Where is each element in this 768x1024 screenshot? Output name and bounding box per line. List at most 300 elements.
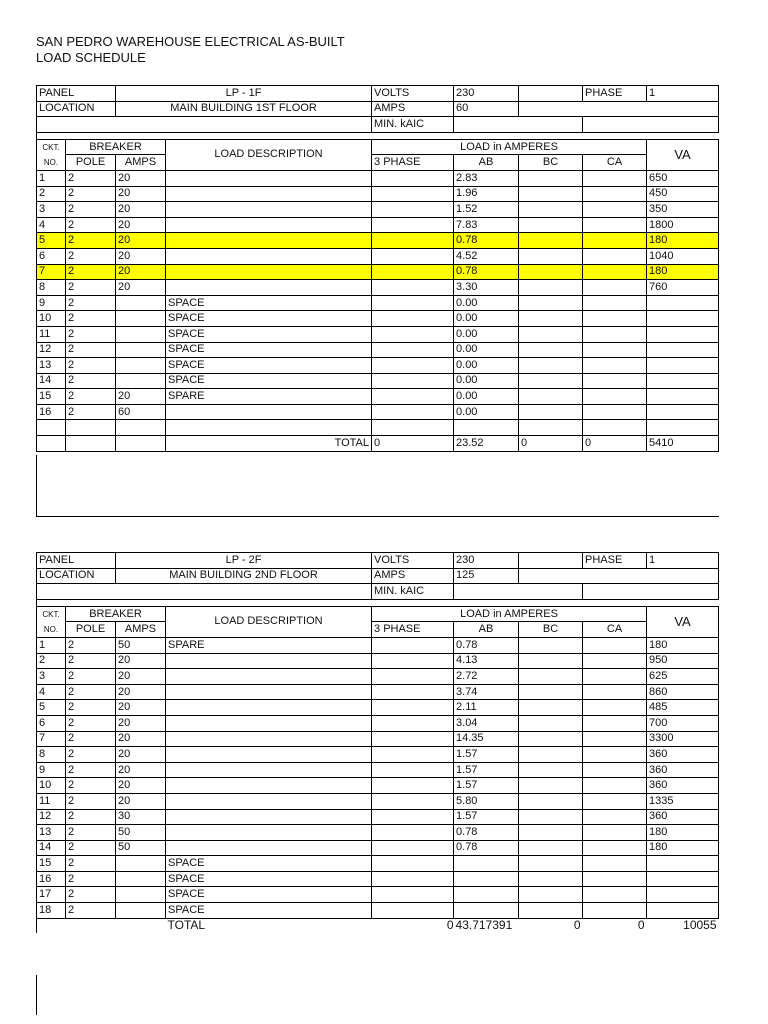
breaker-amps: 20: [116, 731, 166, 747]
title-line-1: SAN PEDRO WAREHOUSE ELECTRICAL AS-BUILT: [36, 34, 345, 49]
breaker-pole: 2: [66, 871, 116, 887]
circuit-row: [37, 202, 719, 218]
load-in-amperes-header: LOAD in AMPERES: [372, 139, 647, 155]
load-ab: 0.78: [454, 264, 519, 280]
load-description: SPARE: [166, 637, 372, 653]
load-ab: 5.80: [454, 793, 519, 809]
load-ca: [583, 747, 647, 763]
load-ab: 0.78: [454, 825, 519, 841]
load-3phase: [372, 762, 454, 778]
total-ab: 23.52: [454, 436, 519, 452]
column-header-row-2: [37, 622, 719, 638]
load-description: [166, 762, 372, 778]
load-va: 360: [647, 747, 719, 763]
load-ca: [583, 715, 647, 731]
load-ab: 0.78: [454, 233, 519, 249]
load-ab: [454, 903, 519, 919]
load-description: [166, 248, 372, 264]
breaker-pole: 2: [66, 778, 116, 794]
circuit-number: 9: [37, 295, 66, 311]
load-3phase: [372, 637, 454, 653]
load-3phase: [372, 778, 454, 794]
empty-cell: [37, 918, 66, 933]
load-3phase: [372, 326, 454, 342]
breaker-amps: [116, 887, 166, 903]
empty-cell: [37, 420, 66, 436]
load-va: 3300: [647, 731, 719, 747]
load-description: SPACE: [166, 358, 372, 374]
circuit-row: [37, 280, 719, 296]
load-va: 180: [647, 264, 719, 280]
breaker-pole: 2: [66, 840, 116, 856]
breaker-amps: 20: [116, 778, 166, 794]
load-ca: [583, 170, 647, 186]
load-ca: [583, 342, 647, 358]
load-3phase: [372, 715, 454, 731]
location-label: LOCATION: [37, 568, 116, 584]
load-ca: [583, 762, 647, 778]
load-description: SPACE: [166, 373, 372, 389]
ca-header: CA: [583, 155, 647, 171]
volts-value: 230: [454, 553, 519, 569]
phase-label: PHASE: [583, 86, 647, 102]
load-description: [166, 217, 372, 233]
empty-cell: [37, 436, 66, 452]
circuit-row: [37, 825, 719, 841]
load-bc: [519, 747, 583, 763]
circuit-number: 7: [37, 264, 66, 280]
load-ab: 0.78: [454, 637, 519, 653]
load-3phase: [372, 217, 454, 233]
load-bc: [519, 903, 583, 919]
breaker-amps: 50: [116, 637, 166, 653]
total-ca: 0: [637, 918, 645, 933]
load-ab: 7.83: [454, 217, 519, 233]
breaker-amps: [116, 295, 166, 311]
load-ca: [583, 700, 647, 716]
column-header-row-1: [37, 606, 719, 622]
load-va: 950: [647, 653, 719, 669]
load-ca: [583, 793, 647, 809]
load-va: [647, 295, 719, 311]
empty-cell: [37, 584, 372, 600]
load-va: [647, 389, 719, 405]
breaker-amps: 20: [116, 248, 166, 264]
load-3phase: [372, 825, 454, 841]
notes-area: [36, 455, 719, 517]
load-description: [166, 793, 372, 809]
load-ab: 2.72: [454, 669, 519, 685]
load-va: [647, 342, 719, 358]
load-3phase: [372, 404, 454, 420]
load-description: [166, 809, 372, 825]
load-va: 180: [647, 637, 719, 653]
load-description: [166, 186, 372, 202]
load-3phase: [372, 809, 454, 825]
load-ab: 1.57: [454, 778, 519, 794]
circuit-row: [37, 233, 719, 249]
total-3phase: 0: [446, 918, 454, 933]
load-va: [647, 856, 719, 872]
empty-cell: [519, 101, 719, 117]
breaker-pole: 2: [66, 202, 116, 218]
total-bc: 0: [519, 436, 583, 452]
breaker-amps: 20: [116, 715, 166, 731]
load-description: [166, 170, 372, 186]
load-description: [166, 840, 372, 856]
load-bc: [519, 871, 583, 887]
load-description: [166, 280, 372, 296]
load-3phase: [372, 700, 454, 716]
breaker-amps: 60: [116, 404, 166, 420]
breaker-amps: [116, 358, 166, 374]
no-header: NO.: [37, 155, 66, 171]
breaker-header: BREAKER: [66, 139, 166, 155]
load-bc: [519, 731, 583, 747]
circuit-number: 16: [37, 871, 66, 887]
load-ab: 3.30: [454, 280, 519, 296]
load-ca: [583, 186, 647, 202]
load-3phase: [372, 342, 454, 358]
amps-value: 125: [454, 568, 519, 584]
empty-cell: [519, 86, 583, 102]
load-bc: [519, 170, 583, 186]
load-ca: [583, 248, 647, 264]
amps-label: AMPS: [372, 101, 454, 117]
breaker-amps: 20: [116, 233, 166, 249]
load-bc: [519, 700, 583, 716]
ca-header: CA: [583, 622, 647, 638]
load-bc: [519, 311, 583, 327]
load-va: 1800: [647, 217, 719, 233]
breaker-pole: 2: [66, 856, 116, 872]
load-description: [166, 669, 372, 685]
breaker-pole: 2: [66, 389, 116, 405]
load-ca: [583, 825, 647, 841]
breaker-pole: 2: [66, 373, 116, 389]
breaker-amps: 20: [116, 217, 166, 233]
load-va: 360: [647, 778, 719, 794]
breaker-header: BREAKER: [66, 606, 166, 622]
breaker-amps: 50: [116, 840, 166, 856]
load-ab: 0.00: [454, 326, 519, 342]
document-title: [36, 34, 345, 66]
amps-header: AMPS: [116, 622, 166, 638]
circuit-number: 12: [37, 809, 66, 825]
breaker-pole: 2: [66, 715, 116, 731]
load-ca: [583, 871, 647, 887]
total-ab: 43.717391: [455, 918, 513, 933]
load-ca: [583, 887, 647, 903]
ab-header: AB: [454, 622, 519, 638]
circuit-row: [37, 653, 719, 669]
empty-cell: [37, 117, 372, 133]
load-ca: [583, 637, 647, 653]
circuit-row: [37, 170, 719, 186]
phase-value: 1: [647, 86, 719, 102]
column-header-row-2: [37, 155, 719, 171]
va-header: VA: [647, 139, 719, 170]
breaker-pole: 2: [66, 186, 116, 202]
circuit-number: 17: [37, 887, 66, 903]
load-ab: 4.52: [454, 248, 519, 264]
load-bc: [519, 653, 583, 669]
load-ca: [583, 731, 647, 747]
pole-header: POLE: [66, 622, 116, 638]
ckt-header: CKT.: [37, 139, 66, 155]
breaker-amps: 30: [116, 809, 166, 825]
load-description: SPACE: [166, 326, 372, 342]
load-description: [166, 233, 372, 249]
load-ab: 3.74: [454, 684, 519, 700]
breaker-pole: 2: [66, 342, 116, 358]
breaker-amps: 20: [116, 653, 166, 669]
breaker-pole: 2: [66, 793, 116, 809]
load-bc: [519, 186, 583, 202]
load-va: 360: [647, 762, 719, 778]
load-ab: 4.13: [454, 653, 519, 669]
circuit-number: 2: [37, 186, 66, 202]
load-ca: [583, 903, 647, 919]
circuit-number: 11: [37, 793, 66, 809]
circuit-row: [37, 217, 719, 233]
circuit-number: 14: [37, 840, 66, 856]
load-va: 350: [647, 202, 719, 218]
phase-value: 1: [647, 553, 719, 569]
load-description: [166, 700, 372, 716]
load-va: 650: [647, 170, 719, 186]
load-ab: 1.57: [454, 809, 519, 825]
spacer-row: [37, 599, 719, 606]
breaker-pole: 2: [66, 903, 116, 919]
breaker-amps: 50: [116, 825, 166, 841]
circuit-row: [37, 856, 719, 872]
load-ab: 14.35: [454, 731, 519, 747]
circuit-row: [37, 295, 719, 311]
total-bc: 0: [573, 918, 581, 933]
panel-label: PANEL: [37, 553, 116, 569]
circuit-row: [37, 389, 719, 405]
circuit-number: 14: [37, 373, 66, 389]
circuit-number: 6: [37, 248, 66, 264]
blank-row: [37, 420, 719, 436]
breaker-pole: 2: [66, 747, 116, 763]
circuit-row: [37, 404, 719, 420]
breaker-pole: 2: [66, 404, 116, 420]
load-3phase: [372, 233, 454, 249]
page-border-line: [36, 975, 37, 1015]
spacer: [37, 132, 719, 139]
circuit-number: 8: [37, 747, 66, 763]
breaker-pole: 2: [66, 684, 116, 700]
circuit-row: [37, 684, 719, 700]
load-ab: [454, 856, 519, 872]
load-description: [166, 778, 372, 794]
circuit-row: [37, 700, 719, 716]
load-3phase: [372, 389, 454, 405]
pole-header: POLE: [66, 155, 116, 171]
load-ca: [583, 311, 647, 327]
volts-value: 230: [454, 86, 519, 102]
load-bc: [519, 669, 583, 685]
kaic-row: [37, 117, 719, 133]
load-description: SPACE: [166, 295, 372, 311]
load-va: 180: [647, 825, 719, 841]
breaker-pole: 2: [66, 669, 116, 685]
amps-value: 60: [454, 101, 519, 117]
circuit-row: [37, 311, 719, 327]
circuit-number: 1: [37, 170, 66, 186]
load-va: 485: [647, 700, 719, 716]
location-value: MAIN BUILDING 1ST FLOOR: [116, 101, 372, 117]
circuit-number: 11: [37, 326, 66, 342]
load-va: 360: [647, 809, 719, 825]
load-ab: 1.96: [454, 186, 519, 202]
circuit-number: 1: [37, 637, 66, 653]
bc-header: BC: [519, 622, 583, 638]
load-description-header: LOAD DESCRIPTION: [166, 606, 372, 637]
load-bc: [519, 217, 583, 233]
ab-header: AB: [454, 155, 519, 171]
breaker-pole: 2: [66, 280, 116, 296]
amps-label: AMPS: [372, 568, 454, 584]
empty-cell: [454, 420, 519, 436]
load-3phase: [372, 358, 454, 374]
load-3phase: [372, 887, 454, 903]
load-ab: 1.57: [454, 747, 519, 763]
load-ca: [583, 778, 647, 794]
load-va: 180: [647, 233, 719, 249]
load-bc: [519, 762, 583, 778]
bc-header: BC: [519, 155, 583, 171]
breaker-amps: 20: [116, 684, 166, 700]
load-ca: [583, 653, 647, 669]
circuit-number: 5: [37, 700, 66, 716]
va-header: VA: [647, 606, 719, 637]
load-description-header: LOAD DESCRIPTION: [166, 139, 372, 170]
empty-cell: [647, 420, 719, 436]
column-header-row-1: [37, 139, 719, 155]
load-3phase: [372, 856, 454, 872]
breaker-pole: 2: [66, 264, 116, 280]
circuit-row: [37, 731, 719, 747]
load-va: [647, 871, 719, 887]
empty-cell: [116, 420, 166, 436]
breaker-amps: [116, 342, 166, 358]
load-ab: 0.00: [454, 295, 519, 311]
breaker-amps: [116, 903, 166, 919]
empty-cell: [583, 584, 719, 600]
breaker-amps: 20: [116, 202, 166, 218]
load-ca: [583, 233, 647, 249]
circuit-row: [37, 778, 719, 794]
empty-cell: [116, 436, 166, 452]
circuit-number: 4: [37, 217, 66, 233]
load-description: [166, 731, 372, 747]
load-3phase: [372, 373, 454, 389]
load-description: [166, 404, 372, 420]
min-kaic-value: [454, 584, 583, 600]
circuit-number: 4: [37, 684, 66, 700]
total-ca: 0: [583, 436, 647, 452]
breaker-amps: 20: [116, 186, 166, 202]
location-value: MAIN BUILDING 2ND FLOOR: [116, 568, 372, 584]
total-3phase: 0: [372, 436, 454, 452]
load-ab: 1.57: [454, 762, 519, 778]
load-ab: 0.00: [454, 342, 519, 358]
circuit-number: 10: [37, 311, 66, 327]
circuit-row: [37, 326, 719, 342]
empty-cell: [66, 918, 116, 933]
empty-cell: [519, 553, 583, 569]
load-3phase: [372, 903, 454, 919]
circuit-row: [37, 715, 719, 731]
circuit-number: 7: [37, 731, 66, 747]
total-label: TOTAL: [166, 436, 372, 452]
circuit-number: 18: [37, 903, 66, 919]
min-kaic-value: [454, 117, 583, 133]
load-ab: [454, 887, 519, 903]
load-ab: 0.00: [454, 389, 519, 405]
circuit-row: [37, 373, 719, 389]
load-bc: [519, 248, 583, 264]
breaker-pole: 2: [66, 637, 116, 653]
empty-cell: [66, 420, 116, 436]
ckt-header: CKT.: [37, 606, 66, 622]
panel-schedule-lp-2f: [36, 552, 719, 933]
total-row: [37, 918, 719, 933]
circuit-number: 8: [37, 280, 66, 296]
load-bc: [519, 637, 583, 653]
load-bc: [519, 264, 583, 280]
circuit-row: [37, 903, 719, 919]
breaker-amps: 20: [116, 170, 166, 186]
load-bc: [519, 202, 583, 218]
load-bc: [519, 342, 583, 358]
load-bc: [519, 778, 583, 794]
load-ca: [583, 295, 647, 311]
load-va: 1040: [647, 248, 719, 264]
circuit-row: [37, 762, 719, 778]
circuit-row: [37, 793, 719, 809]
load-3phase: [372, 295, 454, 311]
load-description: [166, 684, 372, 700]
load-ab: [454, 871, 519, 887]
load-ab: 1.52: [454, 202, 519, 218]
load-bc: [519, 793, 583, 809]
circuit-row: [37, 264, 719, 280]
load-bc: [519, 373, 583, 389]
total-va: 5410: [647, 436, 719, 452]
circuit-row: [37, 747, 719, 763]
circuit-row: [37, 637, 719, 653]
load-ca: [583, 217, 647, 233]
load-3phase: [372, 653, 454, 669]
breaker-amps: 20: [116, 280, 166, 296]
load-description: [166, 715, 372, 731]
breaker-pole: 2: [66, 887, 116, 903]
breaker-pole: 2: [66, 809, 116, 825]
load-ab: 0.00: [454, 311, 519, 327]
kaic-row: [37, 584, 719, 600]
no-header: NO.: [37, 622, 66, 638]
breaker-pole: 2: [66, 170, 116, 186]
breaker-pole: 2: [66, 653, 116, 669]
circuit-row: [37, 809, 719, 825]
load-description: SPACE: [166, 311, 372, 327]
load-ab: 2.11: [454, 700, 519, 716]
load-3phase: [372, 311, 454, 327]
